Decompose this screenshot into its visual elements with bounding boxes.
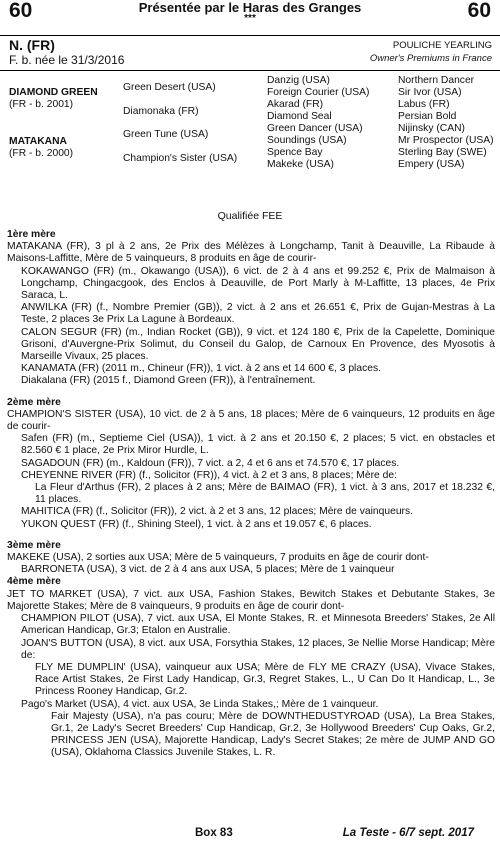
produce-entry: SAGADOUN (FR) (m., Kaldoun (FR)), 7 vict. a 2, 4 et 6 ans et 74.570 €, 17 places. bbox=[21, 457, 400, 469]
great-great-grandparent: Empery (USA) bbox=[398, 159, 465, 170]
produce-entry: KOKAWANGO (FR) (m., Okawango (USA)), 6 vict. de 2 à 4 ans et 99.252 €, Prix de Malmaison à Longchamp, Chingacgook, des Enclos à Deauville, de Port Marly à M-Laffitte, 13 places, 4e Prix Saraca, L. bbox=[21, 265, 495, 302]
great-great-grandparent: Persian Bold bbox=[398, 111, 457, 122]
fourth-dam-heading: 4ème mère bbox=[7, 576, 61, 588]
great-grandparent: Akarad (FR) bbox=[267, 99, 324, 110]
produce-entry: Fair Majesty (USA), n'a pas couru; Mère de DOWNTHEDUSTYROAD (USA), La Brea Stakes, Gr.1, 2e Lady's Secret Breeders' Cup Handicap, Gr.2, 3e Hollywood Breeders' Cup Oaks, Gr.2, PRINCESS JEN (USA), Majorette Handicap, Lady's Secret Stakes; 2e mère de JUMP AND GO (USA), Oklahoma Classics Juvenile Stakes, L. R. bbox=[51, 710, 495, 759]
box-number: Box 83 bbox=[195, 827, 233, 839]
great-grandparent: Soundings (USA) bbox=[267, 135, 347, 146]
produce-entry: Diakalana (FR) (2015 f., Diamond Green (FR)), à l'entraînement. bbox=[21, 375, 316, 387]
dam-info: (FR - b. 2000) bbox=[9, 148, 74, 159]
great-grandparent: Makeke (USA) bbox=[267, 159, 334, 170]
produce-entry: FLY ME DUMPLIN' (USA), vainqueur aux USA; Mère de FLY ME CRAZY (USA), Vivace Stakes, Race Artist Stakes, 2e First Lady Handicap, Gr.3, Regret Stakes, L., U Can Do It Handicap, L., 3e Princess Rooney Handicap, Gr.2. bbox=[35, 661, 495, 698]
produce-entry: Safen (FR) (m., Septieme Ciel (USA)), 1 vict. à 2 ans et 20.150 €, 2 places; 5 vict. en obstacles et 82.560 € 1 place, 2e Prix Miror Hurdle, L. bbox=[21, 433, 495, 457]
great-grandparent: Green Dancer (USA) bbox=[267, 123, 363, 134]
lot-number-right: 60 bbox=[467, 0, 491, 22]
grandparent: Green Desert (USA) bbox=[123, 82, 216, 93]
produce-entry: CHEYENNE RIVER (FR) (f., Solicitor (FR)), 4 vict. à 2 et 3 ans, 8 places; Mère de: bbox=[21, 469, 397, 481]
qualification: Qualifiée FEE bbox=[217, 210, 283, 222]
third-dam-heading: 3ème mère bbox=[7, 539, 61, 551]
produce-entry: La Fleur d'Arthus (FR), 2 places à 2 ans; Mère de BAIMAO (FR), 1 vict. à 3 ans, 2017 et 18.232 €, 11 places. bbox=[35, 482, 495, 506]
dam-name: MATAKANA bbox=[9, 136, 67, 147]
produce-entry: MAHITICA (FR) (f., Solicitor (FR)), 2 vict. à 2 et 3 ans, 12 places; Mère de vainqueurs. bbox=[21, 506, 413, 518]
produce-entry: CALON SEGUR (FR) (m., Indian Rocket (GB)), 9 vict. et 124 180 €, Prix de la Capelette, Dominique Grisoni, d'Auvergne-Prix Solimut, du Conseil du Galop, de Carnoux En Provence, des Myosotis à Marseille Vivaux, 25 places. bbox=[21, 326, 495, 363]
produce-entry: YUKON QUEST (FR) (f., Shining Steel), 1 vict. à 2 ans et 19.057 €, 6 places. bbox=[21, 518, 372, 530]
produce-entry: JOAN'S BUTTON (USA), 8 vict. aux USA, Forsythia Stakes, 12 places, 3e Nellie Morse Handicap; Mère de: bbox=[21, 637, 495, 661]
sire-info: (FR - b. 2001) bbox=[9, 99, 74, 110]
owners-premiums: Owner's Premiums in France bbox=[369, 53, 492, 64]
lot-number-left: 60 bbox=[9, 0, 33, 22]
sire-name: DIAMOND GREEN bbox=[9, 87, 98, 98]
great-grandparent: Danzig (USA) bbox=[267, 75, 330, 86]
produce-entry: ANWILKA (FR) (f., Nombre Premier (GB)), 2 vict. à 2 ans et 26.651 €, Prix de Gujan-Mestras à La Teste, 2 places 3e Prix La Lagune à Bordeaux. bbox=[21, 302, 495, 326]
great-grandparent: Foreign Courier (USA) bbox=[267, 87, 370, 98]
first-dam-intro: MATAKANA (FR), 3 pl à 2 ans, 2e Prix des Mélèzes à Longchamp, Tanit à Deauville, La Ribaude à Maisons-Laffitte, Mère de 5 vainqueurs, 8 produits en âge de courir- bbox=[7, 241, 495, 265]
maternal-family bbox=[7, 229, 495, 760]
horse-name: N. (FR) bbox=[9, 37, 55, 53]
produce-entry: BARRONETA (USA), 3 vict. de 2 à 4 ans aux USA, 5 places; Mère de 1 vainqueur bbox=[21, 564, 395, 576]
great-great-grandparent: Nijinsky (CAN) bbox=[398, 123, 465, 134]
sale-place-date: La Teste - 6/7 sept. 2017 bbox=[342, 827, 474, 839]
horse-type: POULICHE YEARLING bbox=[392, 40, 492, 51]
great-great-grandparent: Mr Prospector (USA) bbox=[398, 135, 494, 146]
catalogue-header bbox=[0, 0, 500, 30]
produce-entry: JET TO MARKET (USA), 7 vict. aux USA, Fashion Stakes, Bewitch Stakes et Debutante Stakes, 3e Majorette Stakes; Mère de 8 vainqueurs, 9 produits en âge de courir dont- bbox=[7, 588, 495, 612]
grandparent: Champion's Sister (USA) bbox=[123, 153, 238, 164]
great-great-grandparent: Sir Ivor (USA) bbox=[398, 87, 462, 98]
second-dam-heading: 2ème mère bbox=[7, 396, 61, 408]
grandparent: Green Tune (USA) bbox=[123, 129, 209, 140]
great-great-grandparent: Northern Dancer bbox=[398, 75, 475, 86]
horse-birth: F. b. née le 31/3/2016 bbox=[9, 53, 125, 67]
presented-by: Présentée par le Haras des Granges bbox=[138, 0, 362, 15]
great-great-grandparent: Sterling Bay (SWE) bbox=[398, 147, 487, 158]
first-dam-heading: 1ère mère bbox=[7, 229, 56, 240]
header-stars: *** bbox=[244, 13, 256, 24]
grandparent: Diamonaka (FR) bbox=[123, 106, 199, 117]
third-dam-intro: MAKEKE (USA), 2 sorties aux USA; Mère de 5 vainqueurs, 7 produits en âge de courir dont- bbox=[7, 552, 429, 564]
horse-identity-box bbox=[0, 35, 500, 71]
great-grandparent: Diamond Seal bbox=[267, 111, 332, 122]
produce-entry: CHAMPION PILOT (USA), 7 vict. aux USA, El Monte Stakes, R. et Minnesota Breeders' Stakes, 2e All American Handicap, Gr.3; Etalon en Australie. bbox=[21, 613, 495, 637]
great-grandparent: Spence Bay bbox=[267, 147, 323, 158]
produce-entry: Pago's Market (USA), 4 vict. aux USA, 3e Linda Stakes,; Mère de 1 vainqueur. bbox=[21, 698, 379, 710]
second-dam-intro: CHAMPION'S SISTER (USA), 10 vict. de 2 à 5 ans, 18 places; Mère de 6 vainqueurs, 12 produits en âge de courir- bbox=[7, 408, 495, 433]
produce-entry: KANAMATA (FR) (2011 m., Chineur (FR)), 1 vict. à 2 ans et 14 600 €, 3 places. bbox=[21, 363, 381, 375]
great-great-grandparent: Labus (FR) bbox=[398, 99, 450, 110]
